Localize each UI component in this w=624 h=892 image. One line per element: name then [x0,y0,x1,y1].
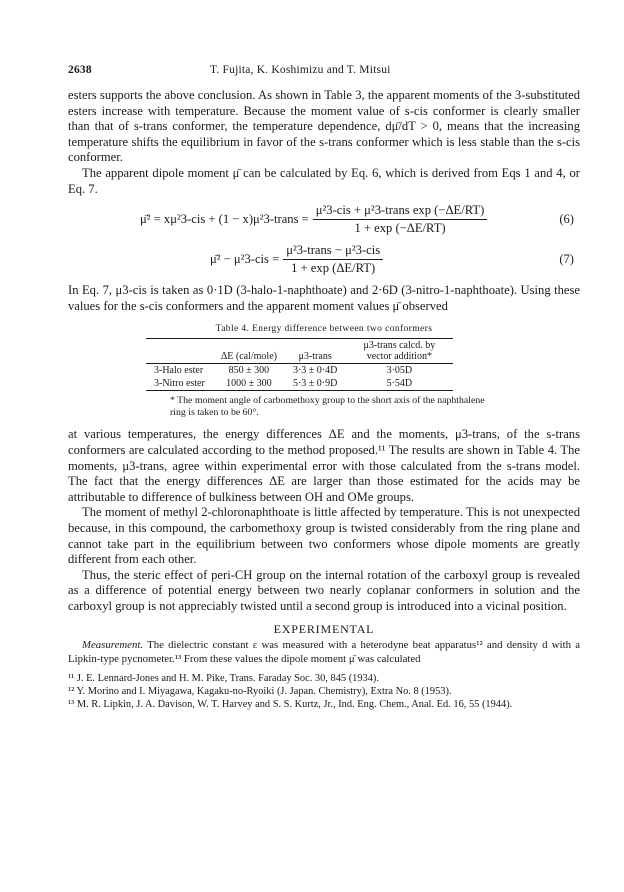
eq7-label: (7) [559,252,574,267]
table-cell: 1000 ± 300 [226,378,272,390]
table-cell: 3·3 ± 0·4D [292,365,338,377]
paragraph-measurement [68,639,580,666]
equation-6 [68,203,580,237]
paragraph-eq7-values: In Eq. 7, μ3-cis is taken as 0·1D (3-halo-1-naphthoate) and 2·6D (3-nitro-1-naphthoate). Using these values for the s-cis conformers and the apparent moment values μ̄ observed [68,283,580,313]
references [68,672,580,711]
running-authors: T. Fujita, K. Koshimizu and T. Mitsui [210,64,391,76]
eq6-fraction [313,203,488,236]
eq7-denominator: 1 + exp (ΔE/RT) [291,261,376,276]
eq6-left: μ̄² = xμ²3-cis + (1 − x)μ²3-trans = [140,212,309,227]
table-cell: 5·3 ± 0·9D [292,378,338,390]
table-header-mu-calcd: μ3-trans calcd. by vector addition* [363,340,436,363]
measurement-text: The dielectric constant ε was measured with a heterodyne beat apparatus¹² and density d with a Lipkin-type pycnometer.¹³ From these values the dipole moment μ̄ was calculated [68,639,580,665]
table-4-caption: Table 4. Energy difference between two conformers [215,324,433,335]
table-cell: 3-Nitro ester [154,378,205,390]
running-header [68,64,580,76]
equation-7 [68,243,580,277]
eq7-left: μ̄² − μ²3-cis = [210,252,280,267]
paragraph-chloronaphthoate: The moment of methyl 2-chloronaphthoate is little affected by temperature. This is not unexpected because, in this compound, the carbomethoxy group is twisted considerably from the ring plane and cannot take part in the equilibrium between two conformers whose dipole moments are greatly different from each other. [68,505,580,567]
table-footnote: * The moment angle of carbomethoxy group to the short axis of the naphthalene ring is taken to be 60°. [170,395,485,419]
reference-item: ¹¹ J. E. Lennard-Jones and H. M. Pike, Trans. Faraday Soc. 30, 845 (1934). [68,673,379,685]
table-header-delta-e: ΔE (cal/mole) [220,351,277,363]
table-row [146,364,453,378]
reference-item: ¹³ M. R. Lipkin, J. A. Davison, W. T. Harvey and S. S. Kurtz, Jr., Ind. Eng. Chem., Anal. Ed. 16, 55 (1944). [68,699,513,711]
page-number: 2638 [68,64,92,76]
paragraph-energy-differences: at various temperatures, the energy differences ΔE and the moments, μ3-trans, of the s-trans conformers are calculated according to the method proposed.¹¹ The results are shown in Table 4. The moments, μ3-trans, agree within experimental error with those calculated from the s-trans model. The fact that the energy differences ΔE are larger than those estimated for the acids may be attributable to difference of bulkiness between OH and OMe groups. [68,427,580,504]
table-cell: 3·05D [386,365,413,377]
paragraph-conclusion: esters supports the above conclusion. As shown in Table 3, the apparent moments of the 3-substituted esters increase with temperature. Because the moment value of s-cis conformer is clearly smaller than that of s-trans conformer, the temperature dependence, dμ̄/dT > 0, means that the increasing temperature shifts the equilibrium in favor of the s-trans conformer which is less stable than the s-cis conformer. [68,88,580,165]
section-heading-experimental: EXPERIMENTAL [273,622,375,637]
table-header-blank [146,339,213,364]
eq6-denominator: 1 + exp (−ΔE/RT) [354,221,446,236]
eq6-label: (6) [559,212,574,227]
table-cell: 5·54D [386,378,413,390]
table-header-mu-trans: μ3-trans [298,351,332,363]
paragraph-steric-effect: Thus, the steric effect of peri-CH group on the internal rotation of the carboxyl group is revealed as a difference of potential energy between two nearly coplanar conformers in solution and the carboxyl group is not appreciably twisted until a second group is introduced into a vicinal position. [68,567,580,613]
eq7-numerator: μ²3-trans − μ²3-cis [283,243,383,260]
journal-page [68,64,580,711]
paragraph-apparent-moment: The apparent dipole moment μ̄ can be calculated by Eq. 6, which is derived from Eqs 1 and 4, or Eq. 7. [68,165,580,196]
eq7-fraction [283,243,383,276]
table-row [146,377,453,391]
eq6-numerator: μ²3-cis + μ²3-trans exp (−ΔE/RT) [313,203,488,220]
measurement-lead: Measurement. [82,639,144,652]
table-header-row [146,339,453,364]
table-4 [146,338,453,391]
table-cell: 850 ± 300 [228,365,270,377]
table-cell: 3-Halo ester [154,365,204,377]
reference-item: ¹² Y. Morino and I. Miyagawa, Kagaku-no-Ryoiki (J. Japan. Chemistry), Extra No. 8 (1953). [68,686,452,698]
